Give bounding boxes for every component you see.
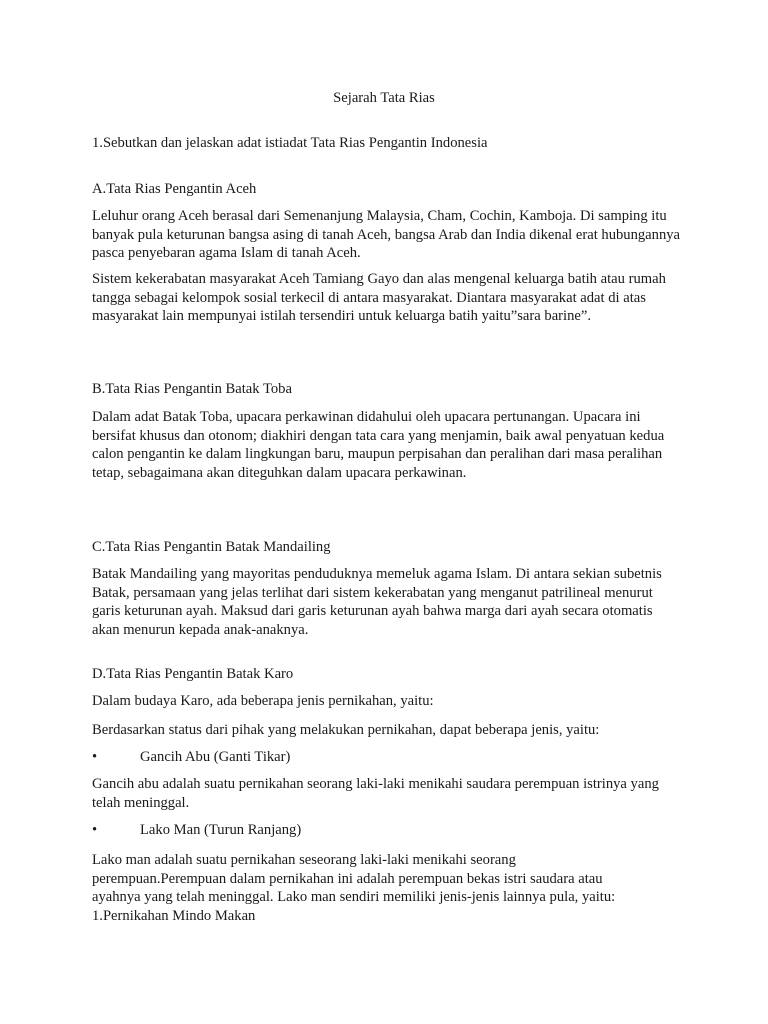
bullet-icon: •: [92, 822, 98, 838]
section-b-paragraph-1: Dalam adat Batak Toba, upacara perkawinan didahului oleh upacara pertunangan. Upacara ini bersifat khusus dan otonom; diakhiri dengan tata cara yang menjamin, baik awal penyatuan kedua calon pengantin ke dalam lingkungan baru, maupun perpisahan dan peralihan dari masa peralihan tetap, sebagaimana akan diteguhkan dalam upacara perkawinan.: [92, 409, 665, 481]
section-b-heading: B.Tata Rias Pengantin Batak Toba: [92, 381, 292, 397]
document-title: Sejarah Tata Rias: [333, 90, 435, 106]
bullet-label: Lako Man (Turun Ranjang): [140, 822, 302, 838]
bullet-label: Gancih Abu (Ganti Tikar): [140, 749, 291, 765]
paragraph-line: 1.Pernikahan Mindo Makan: [92, 907, 256, 924]
section-d-paragraph-1: Dalam budaya Karo, ada beberapa jenis pernikahan, yaitu:: [92, 693, 434, 709]
section-d-paragraph-2: Berdasarkan status dari pihak yang melakukan pernikahan, dapat beberapa jenis, yaitu:: [92, 722, 600, 738]
section-d-paragraph-3: Gancih abu adalah suatu pernikahan seorang laki-laki menikahi saudara perempuan istrinya yang telah meninggal.: [92, 776, 659, 811]
paragraph-line: ayahnya yang telah meninggal. Lako man sendiri memiliki jenis-jenis lainnya pula, yaitu:: [92, 889, 616, 905]
section-c-paragraph-1: Batak Mandailing yang mayoritas penduduknya memeluk agama Islam. Di antara sekian subetnis Batak, persamaan yang jelas terlihat dari sistem kekerabatan yang menganut patrilineal menurut garis keturunan ayah. Maksud dari garis keturunan ayah bahwa marga dari ayah secara otomatis akan menurun kepada anak-anaknya.: [92, 566, 662, 638]
paragraph-line: perempuan.Perempuan dalam pernikahan ini adalah perempuan bekas istri saudara atau: [92, 870, 603, 887]
section-a-paragraph-1: Leluhur orang Aceh berasal dari Semenanjung Malaysia, Cham, Cochin, Kamboja. Di samping itu banyak pula keturunan bangsa asing di tanah Aceh, bangsa Arab dan India dikenal erat hubungannya pasca penyebaran agama Islam di tanah Aceh.: [92, 208, 681, 261]
paragraph-line: Lako man adalah suatu pernikahan seseorang laki-laki menikahi seorang: [92, 852, 516, 868]
section-d-heading: D.Tata Rias Pengantin Batak Karo: [92, 666, 294, 682]
section-a-heading: A.Tata Rias Pengantin Aceh: [92, 181, 257, 197]
bullet-icon: •: [92, 749, 98, 765]
section-c-heading: C.Tata Rias Pengantin Batak Mandailing: [92, 539, 331, 555]
section-a-paragraph-2: Sistem kekerabatan masyarakat Aceh Tamiang Gayo dan alas mengenal keluarga batih atau rumah tangga sebagai kelompok sosial terkecil di antara masyarakat. Diantara masyarakat adat di atas masyarakat lain mempunyai istilah tersendiri untuk keluarga batih yaitu”sara barine”.: [92, 271, 666, 324]
section-d-paragraph-4: [92, 851, 682, 925]
question-text: 1.Sebutkan dan jelaskan adat istiadat Tata Rias Pengantin Indonesia: [92, 135, 488, 151]
